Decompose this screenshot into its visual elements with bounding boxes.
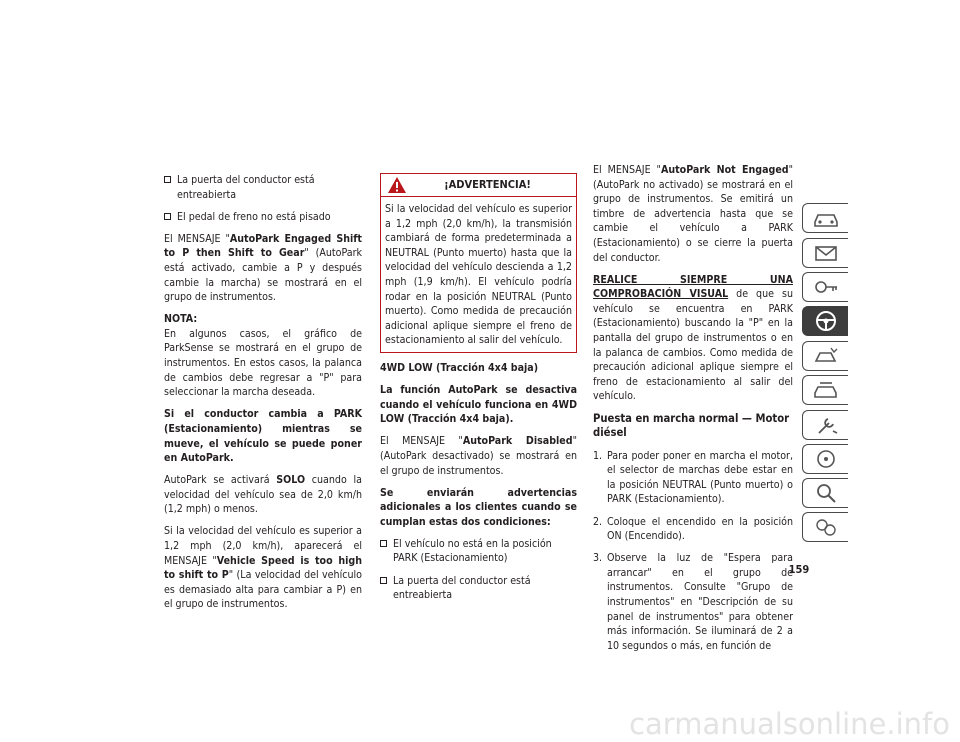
paragraph-not-engaged — [593, 163, 793, 265]
checkbox-bullet-icon — [380, 540, 387, 547]
tab-car-key[interactable] — [802, 272, 848, 302]
bullet-text: El pedal de freno no está pisado — [177, 210, 331, 223]
checkbox-bullet-icon — [164, 176, 171, 183]
text-run: El MENSAJE " — [593, 164, 661, 176]
tab-steering[interactable] — [802, 444, 848, 474]
message-name: Vehicle Speed is too high to shift to P — [164, 554, 362, 582]
column-2 — [380, 173, 577, 610]
column-1 — [164, 173, 362, 620]
message-name: AutoPark Disabled — [462, 435, 573, 448]
page-number: 159 — [788, 563, 810, 576]
paragraph-autopark-engaged — [164, 232, 362, 305]
bullet-text: La puerta del conductor está entreabierta — [393, 574, 531, 602]
bullet-item — [380, 537, 577, 566]
step-text: Para poder poner en marcha el motor, el selector de marchas debe estar en la posición NEUTRAL (Punto muerto) o PARK (Estacionamiento). — [607, 449, 793, 506]
paragraph-autopark-disabled — [380, 434, 577, 478]
tab-car-crash[interactable] — [802, 341, 848, 371]
car-key-icon — [811, 275, 841, 299]
languages-icon — [811, 515, 841, 539]
text-run: de que su vehículo se encuentra en PARK (Estacionamiento) buscando la "P" en la pantalla del grupo de instrumentos o en la palanca de cambios. Como medida de precaución adicional aplique siempre el freno de estacionamiento al salir del vehículo. — [593, 288, 793, 403]
step-number: 2. — [593, 515, 603, 528]
warning-box — [380, 173, 577, 353]
emphasis: SOLO — [276, 474, 306, 487]
step-number: 3. — [593, 552, 603, 565]
bullet-text: La puerta del conductor está entreabierta — [177, 174, 315, 201]
bullet-item — [164, 210, 362, 225]
step-number: 1. — [593, 449, 603, 462]
text-run: " (AutoPark no activado) se mostrará en el grupo de instrumentos. Se emitirá un timbre de advertencia hasta que se cambie el vehículo a PARK (Estacionamiento) o se cierre la puerta del conductor. — [593, 164, 793, 264]
list-item — [593, 449, 793, 507]
tab-envelope[interactable] — [802, 238, 848, 268]
tab-search[interactable] — [802, 478, 848, 508]
message-name: AutoPark Engaged Shift to P then Shift to Gear — [164, 232, 362, 260]
tab-car-service[interactable] — [802, 375, 848, 405]
tab-languages[interactable] — [802, 512, 848, 542]
car-front-icon — [811, 206, 841, 230]
note-block — [164, 312, 362, 400]
checkbox-bullet-icon — [380, 577, 387, 584]
text-run: El MENSAJE " — [380, 435, 463, 448]
steps-list — [593, 449, 793, 654]
text-run: " (AutoPark está activado, cambie a P y después cambie la marcha) se mostrará en el grupo de instrumentos. — [164, 247, 363, 304]
paragraph-solo — [164, 473, 362, 517]
tab-wrench[interactable] — [802, 410, 848, 440]
list-item — [593, 515, 793, 544]
car-service-icon — [811, 378, 841, 402]
step-text: Coloque el encendido en la posición ON (Encendido). — [607, 515, 793, 543]
bullet-text: El vehículo no está en la posición PARK (Estacionamiento) — [393, 537, 552, 565]
wrench-icon — [811, 413, 841, 437]
section-heading: Puesta en marcha normal — Motor diésel — [593, 411, 790, 440]
warning-triangle-icon — [387, 176, 407, 194]
note-text: En algunos casos, el gráfico de ParkSense se mostrará en el grupo de instrumentos. En estos casos, la palanca de cambios debe regresar a "P" para seleccionar la marcha deseada. — [164, 327, 362, 399]
text-run: " (La velocidad del vehículo es demasiado alta para cambiar a P) en el grupo de instrumentos. — [164, 569, 362, 611]
heading-4wd-low: 4WD LOW (Tracción 4x4 baja) — [380, 361, 539, 374]
message-name: AutoPark Not Engaged — [660, 164, 789, 176]
paragraph-additional-alerts: Se enviarán advertencias adicionales a los clientes cuando se cumplan estas dos condiciones: — [380, 486, 577, 528]
car-crash-icon — [811, 344, 841, 368]
tab-steering-wheel[interactable] — [802, 306, 848, 336]
text-run: cuando la velocidad del vehículo sea de 2,0 km/h (1,2 mph) o menos. — [164, 474, 362, 516]
bullet-item — [380, 574, 577, 603]
column-3 — [593, 163, 793, 661]
note-label: NOTA: — [164, 313, 198, 326]
steering-wheel-icon — [811, 447, 841, 471]
paragraph-park-moving: Si el conductor cambia a PARK (Estacionamiento) mientras se mueve, el vehículo se puede poner en AutoPark. — [164, 408, 362, 465]
envelope-icon — [811, 241, 841, 265]
text-run: Si la velocidad del vehículo es superior a 1,2 mph (2,0 km/h), aparecerá el MENSAJE " — [164, 525, 362, 567]
tab-car-front[interactable] — [802, 203, 848, 233]
bullet-item — [164, 173, 362, 202]
warning-text: Si la velocidad del vehículo es superior a 1,2 mph (2,0 km/h), la transmisión cambiará de forma predeterminada a NEUTRAL (Punto muerto) hasta que la velocidad del vehículo descienda a 1,2 mph (1,9 km/h). El vehículo podría rodar en la posición NEUTRAL (Punto muerto). Como medida de precaución adicional aplique siempre el freno de estacionamiento al salir del vehículo. — [385, 203, 572, 347]
paragraph-speed-too-high — [164, 524, 362, 612]
warning-header — [381, 174, 576, 197]
emphasis: REALICE SIEMPRE UNA COMPROBACIÓN VISUAL — [593, 273, 793, 301]
checkbox-bullet-icon — [164, 213, 171, 220]
search-icon — [811, 481, 841, 505]
warning-title: ¡ADVERTENCIA! — [444, 178, 531, 191]
text-run: El MENSAJE " — [164, 232, 230, 245]
text-run: " (AutoPark desactivado) se mostrará en el grupo de instrumentos. — [380, 435, 577, 477]
paragraph-visual-check — [593, 273, 793, 404]
watermark: carmanualsonline.info — [629, 707, 950, 741]
paragraph-4wd-deactivate: La función AutoPark se desactiva cuando el vehículo funciona en 4WD LOW (Tracción 4x4 baja). — [380, 384, 577, 426]
list-item — [593, 551, 793, 653]
text-run: AutoPark se activará — [164, 474, 277, 487]
step-text: Observe la luz de "Espera para arrancar" en el grupo de instrumentos. Consulte "Grupo de instrumentos" en "Descripción de su panel de instrumentos" para obtener más información. Se iluminará de 2 a 10 segundos o más, en función de — [607, 552, 793, 652]
steering-wheel-icon — [811, 309, 841, 333]
